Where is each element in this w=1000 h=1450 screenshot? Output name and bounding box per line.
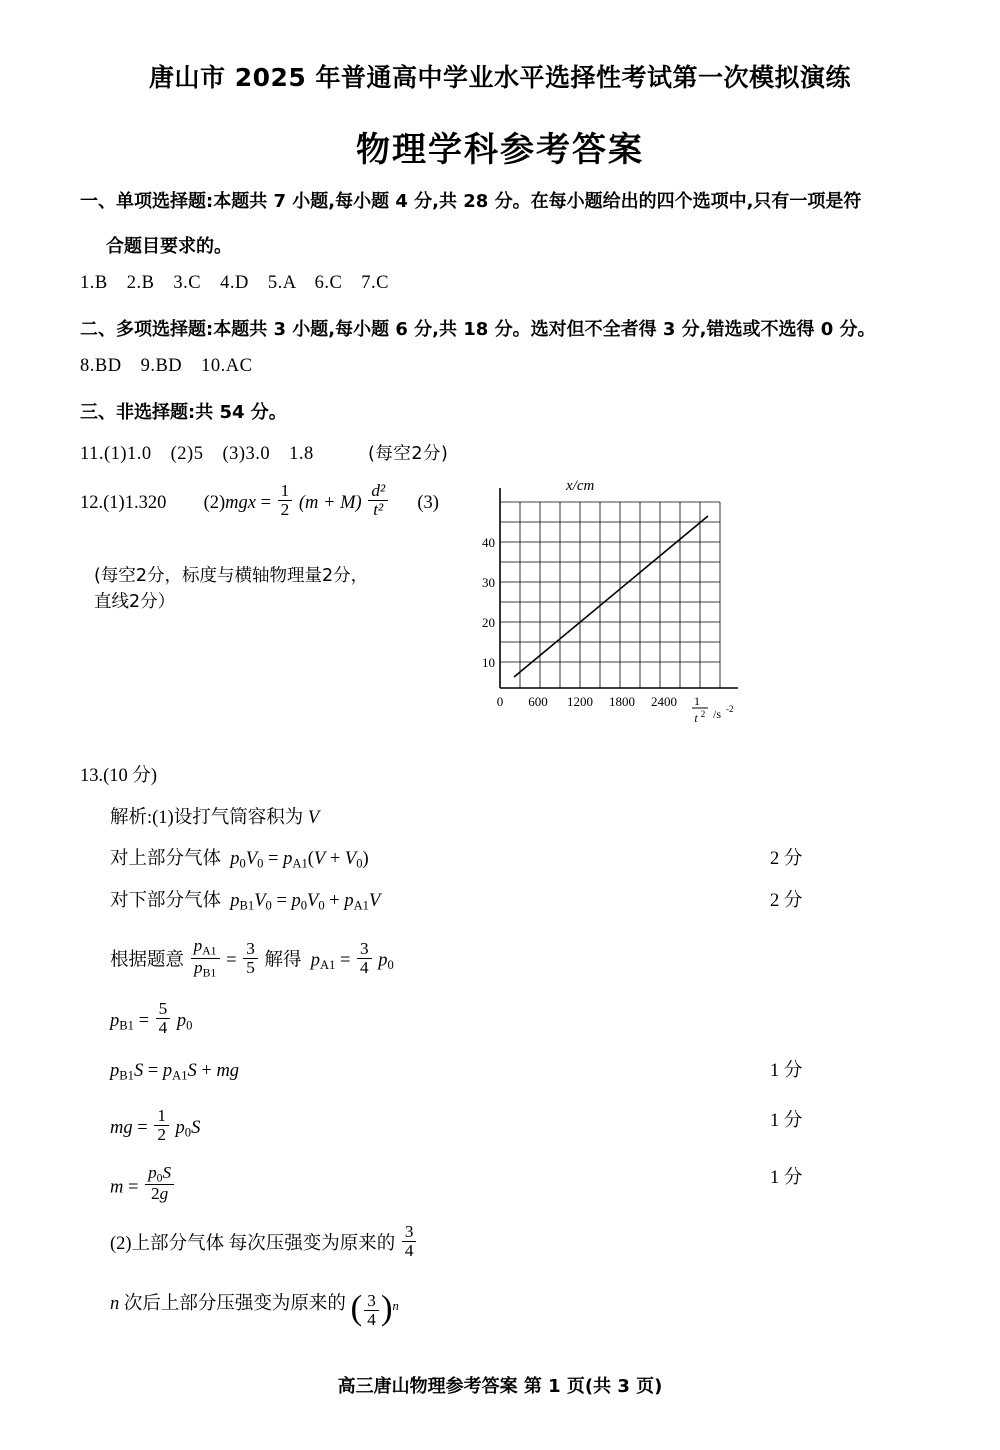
fraction-3-4-c: $\frac{3}{4}$ bbox=[364, 1292, 379, 1329]
svg-text:2: 2 bbox=[700, 708, 706, 719]
graph-x-vs-inverse-t-squared bbox=[470, 474, 770, 739]
solution-mark-1: 2 分 bbox=[770, 849, 803, 870]
solution-mark-3: 1 分 bbox=[770, 1060, 803, 1081]
question-13-title: 13.(10 分) bbox=[80, 765, 158, 786]
question-12-line: 12.(1)1.320 (2)mgx = $\frac{1}{2}$ (m + M) $\frac{\text{d²}}{\text{t²}}$ (3) bbox=[80, 480, 439, 519]
section-1-heading bbox=[80, 187, 922, 216]
fraction-3-4-b: $\frac{3}{4}$ bbox=[402, 1223, 417, 1260]
solution-line-4: 根据题意 $\frac{p_{A1}}{p_{B1}}$ = $\frac{3}{5}$ 解得 $p_{A1}$ = $\frac{3}{4}$ $p_0$ bbox=[110, 936, 394, 980]
question-11-answers: 11.(1)1.0 (2)5 (3)3.0 1.8 bbox=[80, 443, 314, 464]
graph-y-axis-label: x/cm bbox=[566, 477, 595, 494]
fraction-1-2: $\frac{1}{2}$ bbox=[154, 1107, 169, 1144]
svg-text:10: 10 bbox=[482, 654, 495, 670]
fraction-3-4: $\frac{3}{4}$ bbox=[357, 940, 372, 977]
svg-text:2400: 2400 bbox=[651, 693, 677, 709]
question-12-mass-term: (m + M) bbox=[298, 492, 362, 513]
svg-text:1: 1 bbox=[694, 693, 700, 708]
fraction-pa1-pb1: $\frac{p_{A1}}{p_{B1}}$ bbox=[191, 937, 220, 979]
question-12-part2-prefix: (2) bbox=[203, 492, 226, 513]
svg-text:40: 40 bbox=[482, 534, 495, 550]
section-1-answers: 1.B 2.B 3.C 4.D 5.A 6.C 7.C bbox=[80, 273, 390, 294]
section-1-label: 一、单项选择题: bbox=[80, 191, 214, 212]
section-3-label: 三、非选择题: bbox=[80, 402, 196, 424]
exam-title: 唐山市 2025 年普通高中学业水平选择性考试第一次模拟演练 bbox=[149, 63, 851, 92]
svg-text:30: 30 bbox=[482, 574, 495, 590]
question-11 bbox=[80, 440, 922, 470]
fraction-p0S-2g: $\frac{p_0S}{2g}$ bbox=[145, 1164, 174, 1204]
solution-line-8: m = $\frac{p_0S}{2g}$ 1 分 bbox=[110, 1162, 803, 1204]
svg-text:/s: /s bbox=[713, 706, 722, 721]
svg-text:20: 20 bbox=[482, 614, 495, 630]
question-12-part3-label: (3) bbox=[417, 492, 439, 513]
answer-sheet-page bbox=[0, 58, 1000, 1450]
section-1-heading-cont: 合题目要求的。 bbox=[106, 236, 232, 258]
solution-line-1: 解析:(1)设打气筒容积为 V bbox=[110, 807, 320, 828]
question-12 bbox=[80, 477, 922, 732]
fraction-3-5: $\frac{3}{5}$ bbox=[243, 940, 258, 977]
section-3-heading bbox=[80, 398, 922, 427]
question-12-note bbox=[94, 563, 424, 616]
question-11-note: (每空2分) bbox=[368, 443, 449, 464]
fraction-half: $\frac{1}{2}$ bbox=[278, 482, 293, 519]
svg-text:-2: -2 bbox=[726, 703, 734, 714]
section-1-desc: 本题共 7 小题,每小题 4 分,共 28 分。在每小题给出的四个选项中,只有一项是符 bbox=[213, 191, 862, 212]
section-2-label: 二、多项选择题: bbox=[80, 319, 214, 341]
svg-text:t: t bbox=[694, 710, 698, 725]
solution-mark-2: 2 分 bbox=[770, 891, 803, 912]
svg-text:0: 0 bbox=[496, 693, 504, 709]
question-13 bbox=[80, 762, 922, 1338]
page-title: 物理学科参考答案 bbox=[356, 130, 644, 170]
solution-line-3: 对下部分气体 $p_{B1}V_0 = p_0V_0 + p_{A1}V$ 2 分 bbox=[110, 887, 922, 917]
solution-line-7: mg = $\frac{1}{2}$ $p_0S$ 1 分 bbox=[110, 1105, 803, 1144]
graph-svg bbox=[470, 474, 770, 739]
solution-line-9: (2)上部分气体 每次压强变为原来的 $\frac{3}{4}$ bbox=[110, 1223, 922, 1260]
question-12-label: 12.(1)1.320 bbox=[80, 492, 167, 513]
question-12-note-line1: (每空2分，标度与横轴物理量2分， bbox=[94, 565, 369, 586]
section-2-desc: 本题共 3 小题,每小题 6 分,共 18 分。选对但不全者得 3 分,错选或不选得 0 分。 bbox=[213, 319, 876, 341]
section-2-heading bbox=[80, 315, 922, 344]
fraction-5-4: $\frac{5}{4}$ bbox=[156, 1000, 171, 1037]
question-12-note-line2: 直线2分） bbox=[94, 591, 176, 612]
solution-mark-5: 1 分 bbox=[770, 1167, 803, 1188]
solution-line-2: 对上部分气体 $p_0V_0 = p_{A1}(V + V_0)$ 2 分 bbox=[110, 845, 922, 875]
document-body bbox=[80, 187, 922, 1337]
svg-text:600: 600 bbox=[528, 693, 548, 709]
graph-data-line bbox=[514, 516, 708, 677]
svg-text:1800: 1800 bbox=[609, 693, 635, 709]
fraction-d2-t2: $\frac{\text{d²}}{\text{t²}}$ bbox=[368, 482, 388, 519]
svg-text:1200: 1200 bbox=[567, 693, 593, 709]
section-2-answers: 8.BD 9.BD 10.AC bbox=[80, 356, 253, 377]
solution-line-10: n 次后上部分压强变为原来的 ( $\frac{3}{4}$ )$^n$ bbox=[110, 1288, 399, 1329]
page-footer: 高三唐山物理参考答案 第 1 页(共 3 页) bbox=[337, 1376, 663, 1397]
solution-mark-4: 1 分 bbox=[770, 1110, 803, 1131]
solution-line-5: $p_{B1}$ = $\frac{5}{4}$ $p_0$ bbox=[110, 998, 193, 1037]
solution-line-6: $p_{B1}S = p_{A1}S$ + mg 1 分 bbox=[110, 1057, 922, 1087]
section-3-desc: 共 54 分。 bbox=[195, 402, 287, 424]
